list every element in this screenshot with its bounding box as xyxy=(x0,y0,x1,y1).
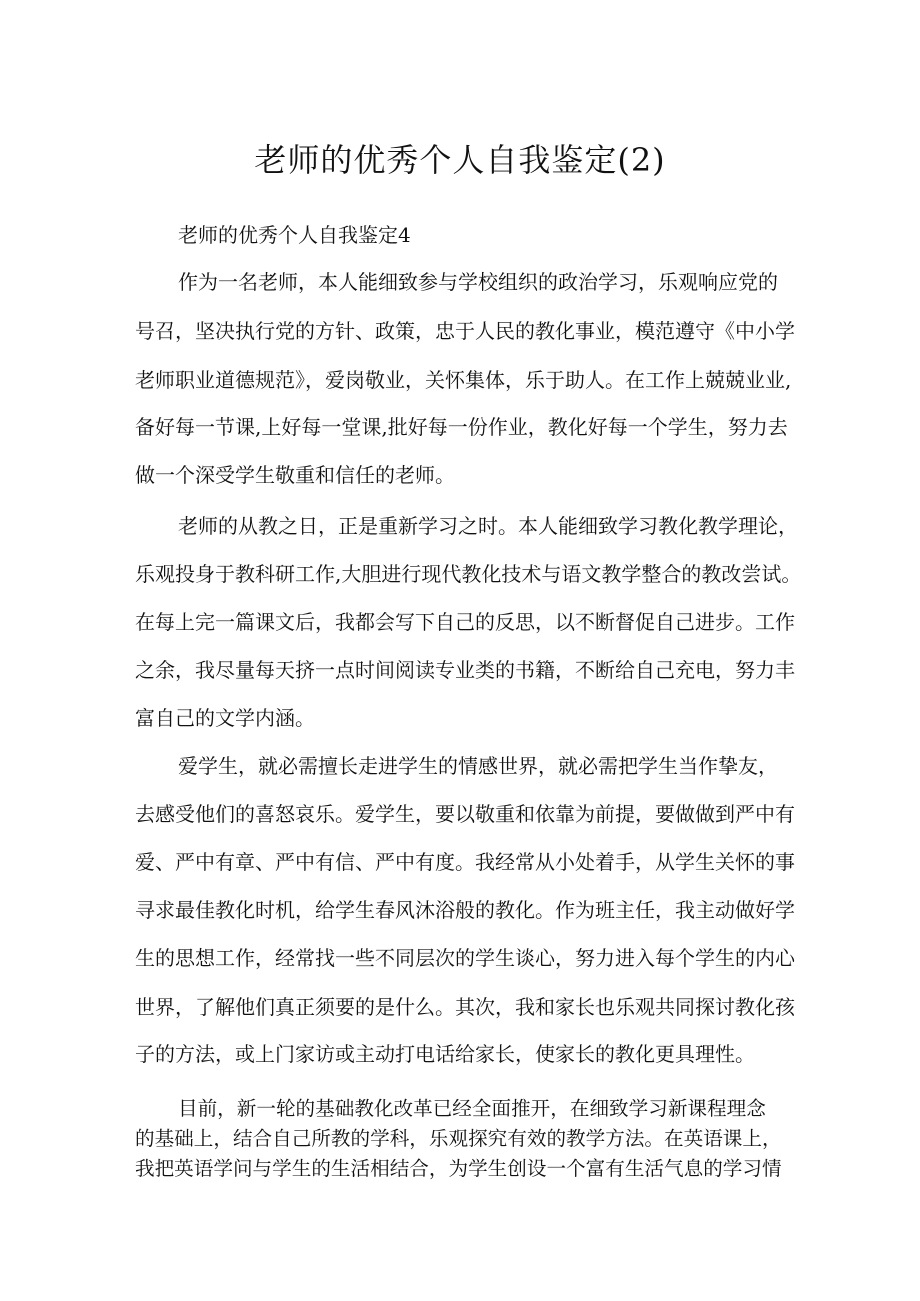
paragraph-line: 之余，我尽量每天挤一点时间阅读专业类的书籍，不断给自己充电，努力丰 xyxy=(135,658,795,682)
paragraph-line: 去感受他们的喜怒哀乐。爱学生，要以敬重和依靠为前提，要做做到严中有 xyxy=(135,802,795,826)
paragraph-line: 子的方法，或上门家访或主动打电话给家长，使家长的教化更具理性。 xyxy=(135,1042,755,1066)
paragraph-line: 富自己的文学内涵。 xyxy=(135,706,315,730)
paragraph-line: 爱、严中有章、严中有信、严中有度。我经常从小处着手，从学生关怀的事 xyxy=(135,850,795,874)
paragraph-line: 生的思想工作，经常找一些不同层次的学生谈心，努力进入每个学生的内心 xyxy=(135,946,795,970)
paragraph-line: 目前，新一轮的基础教化改革已经全面推开，在细致学习新课程理念 xyxy=(178,1097,766,1120)
paragraph-line: 备好每一节课,上好每一堂课,批好每一份作业，教化好每一个学生，努力去 xyxy=(135,415,788,439)
paragraph-line: 号召，坚决执行党的方针、政策，忠于人民的教化事业，模范遵守《中小学 xyxy=(135,319,795,343)
paragraph-line: 乐观投身于教科研工作,大胆进行现代教化技术与语文教学整合的教改尝试。 xyxy=(135,562,802,586)
paragraph-line: 作为一名老师，本人能细致参与学校组织的政治学习，乐观响应党的 xyxy=(178,270,778,294)
paragraph-line: 老师职业道德规范》，爱岗敬业，关怀集体，乐于助人。在工作上兢兢业业, xyxy=(135,368,792,392)
paragraph-line: 在每上完一篇课文后，我都会写下自己的反思，以不断督促自己进步。工作 xyxy=(135,610,795,634)
document-title: 老师的优秀个人自我鉴定(2) xyxy=(254,141,666,179)
section-subtitle: 老师的优秀个人自我鉴定4 xyxy=(178,223,411,247)
paragraph-line: 的基础上，结合自己所教的学科，乐观探究有效的教学方法。在英语课上， xyxy=(135,1127,782,1150)
paragraph-line: 爱学生，就必需擅长走进学生的情感世界，就必需把学生当作挚友， xyxy=(178,754,778,778)
paragraph-line: 做一个深受学生敬重和信任的老师。 xyxy=(135,463,455,487)
paragraph-line: 世界，了解他们真正须要的是什么。其次，我和家长也乐观共同探讨教化孩 xyxy=(135,995,795,1019)
paragraph-line: 寻求最佳教化时机，给学生春风沐浴般的教化。作为班主任，我主动做好学 xyxy=(135,898,795,922)
paragraph-line: 老师的从教之日，正是重新学习之时。本人能细致学习教化教学理论， xyxy=(178,514,798,538)
paragraph-line: 我把英语学问与学生的生活相结合，为学生创设一个富有生活气息的学习情 xyxy=(135,1157,782,1180)
